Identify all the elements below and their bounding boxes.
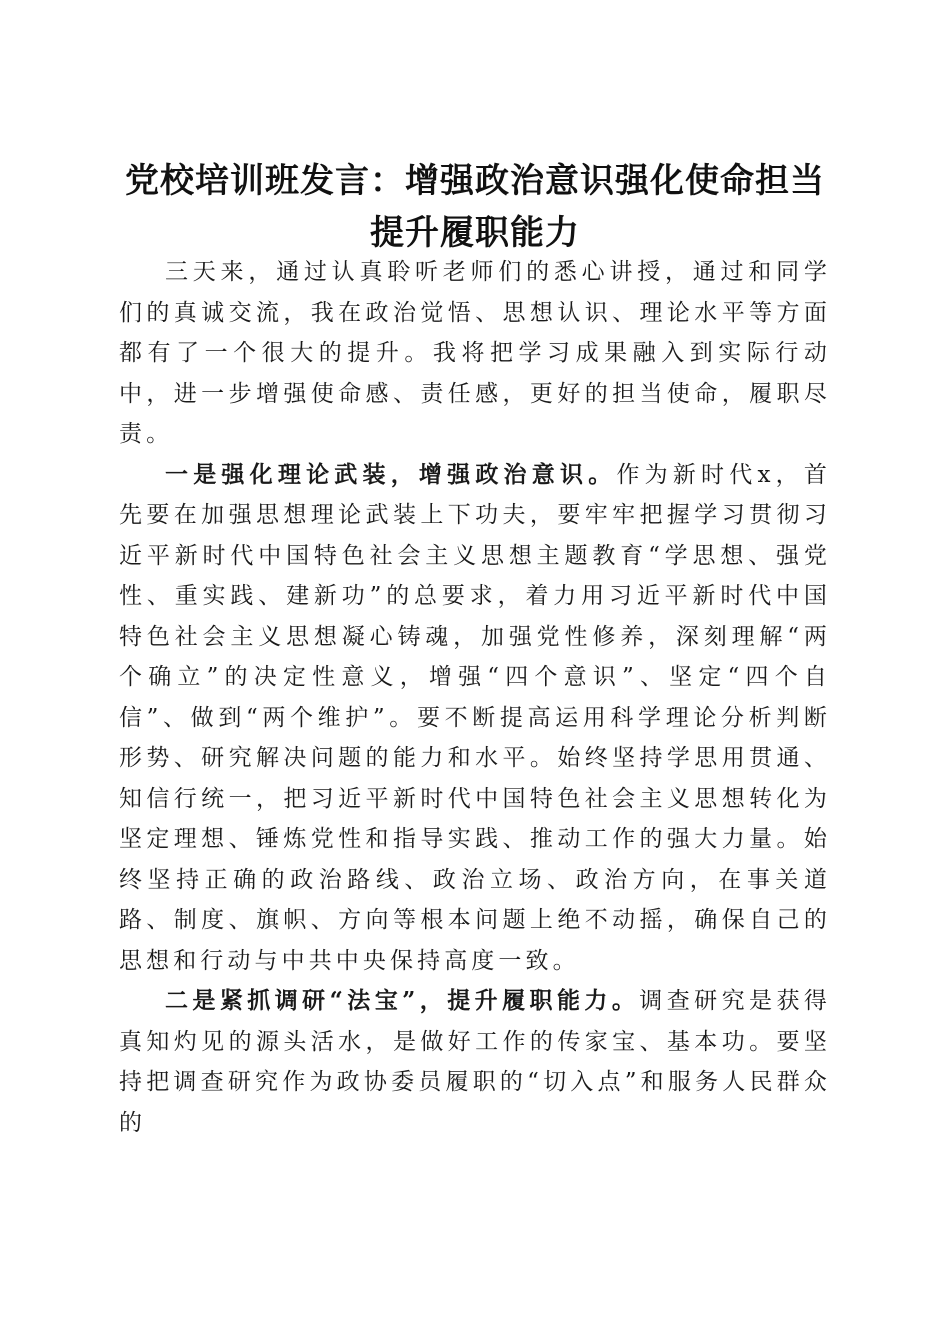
paragraph-text: 作为新时代x，首先要在加强思想理论武装上下功夫，要牢牢把握学习贯彻习近平新时代中国特色社会主义思想主题教育“学思想、强党性、重实践、建新功”的总要求，着力用习近平新时代中国特色社会主义思想凝心铸魂，加强党性修养，深刻理解“两个确立”的决定性意义，增强“四个意识”、坚定“四个自信”、做到“两个维护”。要不断提高运用科学理论分析判断形势、研究解决问题的能力和水平。始终坚持学思用贯通、知信行统一，把习近平新时代中国特色社会主义思想转化为坚定理想、锤炼党性和指导实践、推动工作的强大力量。始终坚持正确的政治路线、政治立场、政治方向，在事关道路、制度、旗帜、方向等根本问题上绝不动摇，确保自己的思想和行动与中共中央保持高度一致。 [119, 461, 831, 974]
paragraph-lead: 二是紧抓调研“法宝”，提升履职能力。 [165, 987, 640, 1014]
paragraph-text: 三天来，通过认真聆听老师们的悉心讲授，通过和同学们的真诚交流，我在政治觉悟、思想认识、理论水平等方面都有了一个很大的提升。我将把学习成果融入到实际行动中，进一步增强使命感、责任感，更好的担当使命，履职尽责。 [119, 259, 831, 447]
title-line-2: 提升履职能力 [370, 212, 580, 253]
title-line-1: 党校培训班发言：增强政治意识强化使命担当 [125, 160, 825, 201]
document-title [100, 155, 850, 259]
paragraph-intro [119, 252, 831, 455]
document-body [119, 252, 831, 1143]
paragraph-point-two [119, 981, 831, 1143]
paragraph-point-one [119, 455, 831, 982]
paragraph-text: 调查研究是获得真知灼见的源头活水，是做好工作的传家宝、基本功。要坚持把调查研究作为政协委员履职的“切入点”和服务人民群众的 [119, 988, 832, 1136]
paragraph-lead: 一是强化理论武装，增强政治意识。 [165, 460, 617, 488]
